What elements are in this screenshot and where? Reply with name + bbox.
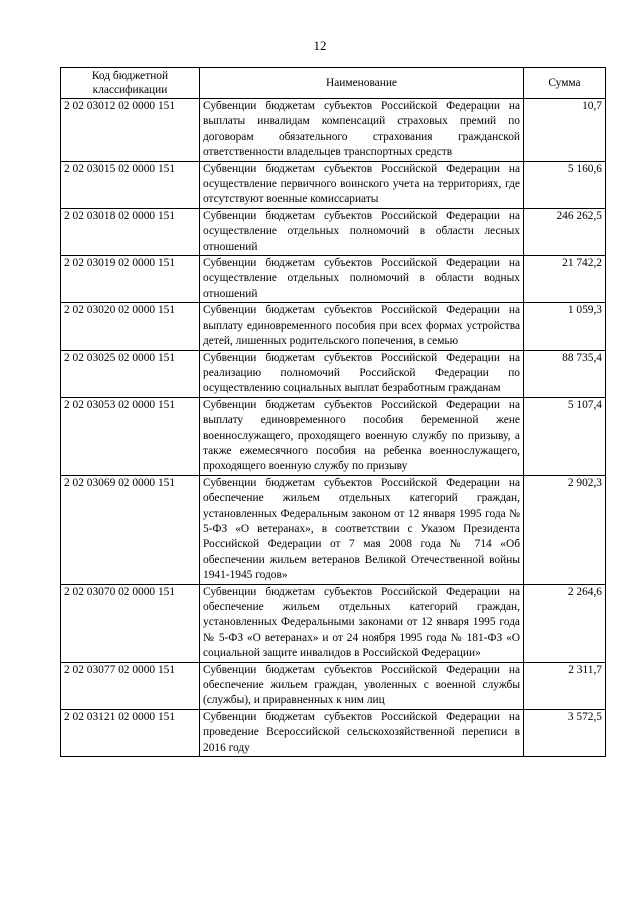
name-cell: Субвенции бюджетам субъектов Российской Федерации на выплату единовременного пособия беременной жене военнослужащего, проходящего военную службу по призыву, а также ежемесячного пособия на ребенка военнослужащего, проходящего военную службу по призыву <box>200 397 524 475</box>
code-cell: 2 02 03070 02 0000 151 <box>61 584 200 662</box>
header-code: Код бюджетной классификации <box>61 68 200 99</box>
budget-table <box>60 67 606 757</box>
code-cell: 2 02 03020 02 0000 151 <box>61 303 200 350</box>
table-row <box>61 397 606 475</box>
table-row <box>61 208 606 255</box>
name-cell: Субвенции бюджетам субъектов Российской Федерации на обеспечение жильем граждан, уволенных с военной службы (службы), и приравненных к ним лиц <box>200 662 524 709</box>
sum-cell: 1 059,3 <box>524 303 606 350</box>
code-cell: 2 02 03077 02 0000 151 <box>61 662 200 709</box>
sum-cell: 5 160,6 <box>524 161 606 208</box>
name-cell: Субвенции бюджетам субъектов Российской Федерации на осуществление отдельных полномочий в области водных отношений <box>200 256 524 303</box>
page-number: 12 <box>313 38 327 53</box>
sum-cell: 5 107,4 <box>524 397 606 475</box>
sum-cell: 88 735,4 <box>524 350 606 397</box>
sum-cell: 246 262,5 <box>524 208 606 255</box>
table-row <box>61 161 606 208</box>
table-row <box>61 350 606 397</box>
code-cell: 2 02 03019 02 0000 151 <box>61 256 200 303</box>
name-cell: Субвенции бюджетам субъектов Российской Федерации на осуществление отдельных полномочий в области лесных отношений <box>200 208 524 255</box>
code-cell: 2 02 03121 02 0000 151 <box>61 709 200 756</box>
code-cell: 2 02 03018 02 0000 151 <box>61 208 200 255</box>
name-cell: Субвенции бюджетам субъектов Российской Федерации на проведение Всероссийской сельскохозяйственной переписи в 2016 году <box>200 709 524 756</box>
name-cell: Субвенции бюджетам субъектов Российской Федерации на обеспечение жильем отдельных категорий граждан, установленных Федеральным законом от 12 января 1995 года № 5-ФЗ «О ветеранах», в соответствии с Указом Президента Российской Федерации от 7 мая 2008 года № 714 «Об обеспечении жильем ветеранов Великой Отечественной войны 1941-1945 годов» <box>200 475 524 584</box>
name-cell: Субвенции бюджетам субъектов Российской Федерации на осуществление первичного воинского учета на территориях, где отсутствуют военные комиссариаты <box>200 161 524 208</box>
code-cell: 2 02 03015 02 0000 151 <box>61 161 200 208</box>
table-header-row <box>61 68 606 99</box>
sum-cell: 2 902,3 <box>524 475 606 584</box>
table-row <box>61 662 606 709</box>
sum-cell: 3 572,5 <box>524 709 606 756</box>
table-row <box>61 256 606 303</box>
code-cell: 2 02 03025 02 0000 151 <box>61 350 200 397</box>
sum-cell: 10,7 <box>524 99 606 162</box>
table-row <box>61 475 606 584</box>
name-cell: Субвенции бюджетам субъектов Российской Федерации на реализацию полномочий Российской Федерации по осуществлению социальных выплат безработным гражданам <box>200 350 524 397</box>
name-cell: Субвенции бюджетам субъектов Российской Федерации на обеспечение жильем отдельных категорий граждан, установленных Федеральными законами от 12 января 1995 года № 5-ФЗ «О ветеранах» и от 24 ноября 1995 года № 181-ФЗ «О социальной защите инвалидов в Российской Федерации» <box>200 584 524 662</box>
name-cell: Субвенции бюджетам субъектов Российской Федерации на выплаты инвалидам компенсаций страховых премий по договорам обязательного страхования гражданской ответственности владельцев транспортных средств <box>200 99 524 162</box>
header-name: Наименование <box>200 68 524 99</box>
code-cell: 2 02 03053 02 0000 151 <box>61 397 200 475</box>
code-cell: 2 02 03069 02 0000 151 <box>61 475 200 584</box>
header-sum: Сумма <box>524 68 606 99</box>
table-row <box>61 303 606 350</box>
table-row <box>61 99 606 162</box>
sum-cell: 2 311,7 <box>524 662 606 709</box>
name-cell: Субвенции бюджетам субъектов Российской Федерации на выплату единовременного пособия при всех формах устройства детей, лишенных родительского попечения, в семью <box>200 303 524 350</box>
sum-cell: 21 742,2 <box>524 256 606 303</box>
code-cell: 2 02 03012 02 0000 151 <box>61 99 200 162</box>
table-row <box>61 709 606 756</box>
sum-cell: 2 264,6 <box>524 584 606 662</box>
table-row <box>61 584 606 662</box>
